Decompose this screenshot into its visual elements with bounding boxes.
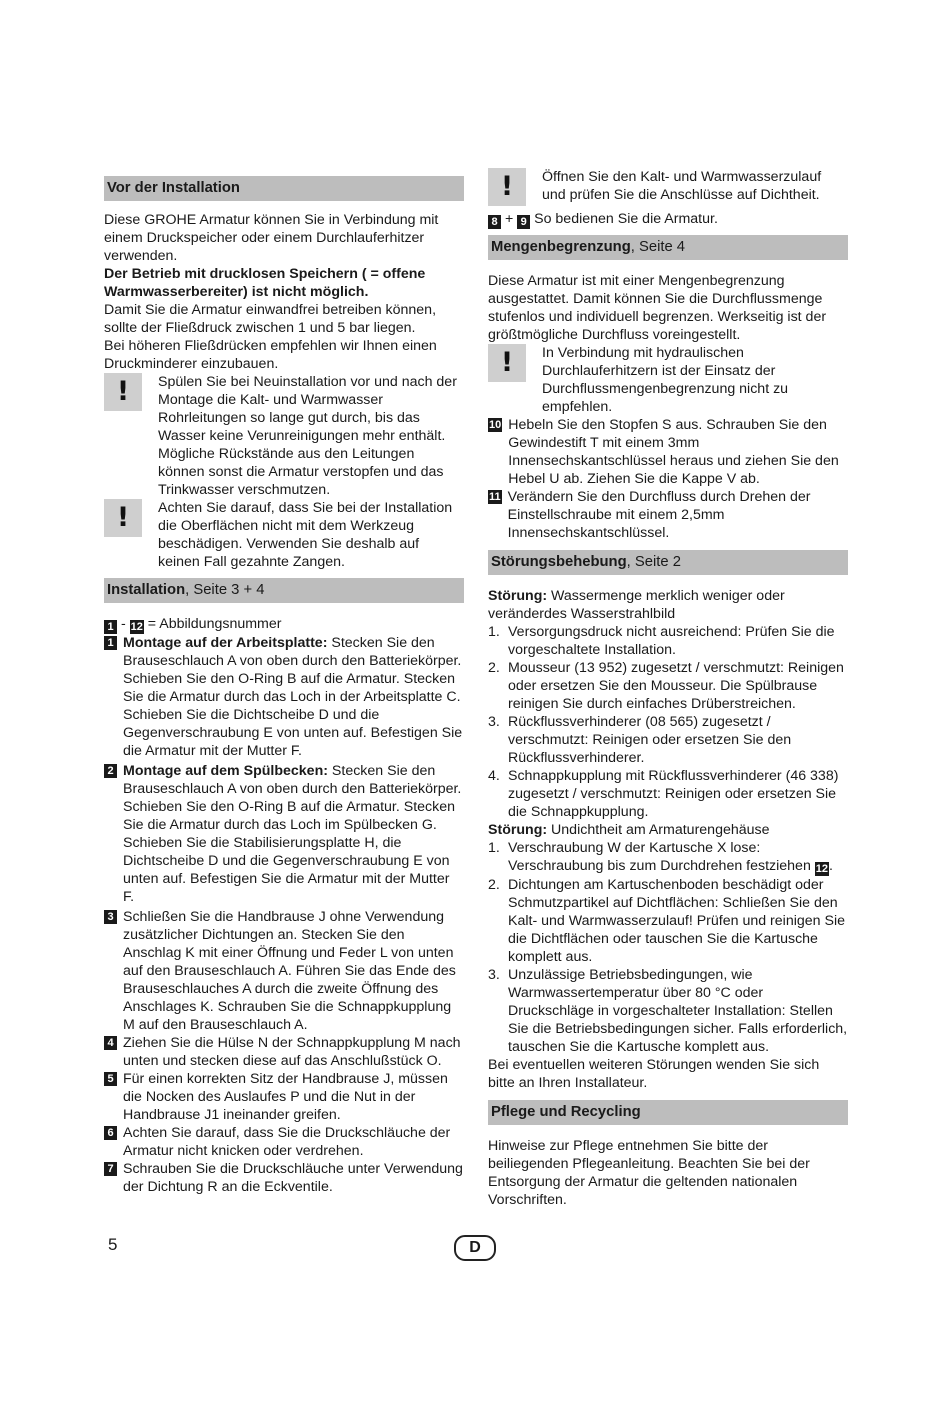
list-item: 3. Unzulässige Betriebsbedingungen, wie Warmwassertemperatur über 80 °C oder Druckschläge in vorgeschalteter Installation: Stellen Sie die Betriebsbedingungen sicher. Falls erforderlich, tauschen Sie die Kartusche komplett aus. bbox=[488, 967, 848, 1055]
list-item: 4. Schnappkupplung mit Rückflussverhinderer (46 338) zugesetzt / verschmutzt: Reinigen oder ersetzen Sie die Schnappkupplung. bbox=[488, 768, 839, 820]
list-item: 3. Rückflussverhinderer (08 565) zugesetzt / verschmutzt: Reinigen oder ersetzen Sie den Rückflussverhinderer. bbox=[488, 714, 792, 766]
paragraph-bold: Der Betrieb mit drucklosen Speichern ( = offene Warmwasserbereiter) ist nicht möglich. bbox=[104, 266, 426, 300]
warning-note bbox=[104, 499, 464, 571]
warning-note bbox=[104, 373, 464, 499]
left-column bbox=[104, 176, 464, 1196]
section-header-care: Pflege und Recycling bbox=[488, 1100, 848, 1125]
paragraph: Diese GROHE Armatur können Sie in Verbindung mit einem Druckspeicher oder einem Durchlauferhitzer verwenden. bbox=[104, 212, 439, 264]
list-item: 2. Mousseur (13 952) zugesetzt / verschmutzt: Reinigen oder ersetzen Sie den Mousseur. Die Spülbrause reinigen Sie durch einfaches Drüberstreichen. bbox=[488, 660, 844, 712]
step-badge: 2 bbox=[104, 764, 117, 778]
warning-text: In Verbindung mit hydraulischen Durchlauferhitzern ist der Einsatz der Durchflussmengenbegrenzung nicht zu empfehlen. bbox=[542, 345, 789, 415]
warning-text: Spülen Sie bei Neuinstallation vor und nach der Montage die Kalt- und Warmwasser Rohrleitungen so lange gut durch, bis das Wasser keine Verunreinigungen mehr enthält. Mögliche Rückstände aus den Leitungen können sonst die Armatur verstopfen und das Trinkwasser verschmutzen. bbox=[158, 374, 457, 498]
fault-title: Störung: Undichtheit am Armaturengehäuse bbox=[488, 822, 770, 838]
section-header-installation: Installation, Seite 3 + 4 bbox=[104, 578, 464, 603]
warning-text: Achten Sie darauf, dass Sie bei der Installation die Oberflächen nicht mit dem Werkzeug beschädigen. Verwenden Sie deshalb auf keinen Fall gezahnte Zangen. bbox=[158, 500, 453, 570]
install-step: 11 Verändern Sie den Durchfluss durch Drehen der Einstellschraube mit einem 2,5mm Innensechskantschlüssel. bbox=[489, 489, 811, 541]
install-step: 2 Montage auf dem Spülbecken: Stecken Sie den Brauseschlauch A von oben durch den Batteriekörper. Schieben Sie den O-Ring B auf die Armatur. Stecken Sie die Armatur durch das Loch im Spülbecken G. Schieben Sie die Stabilisierungsplatte H, die Dichtscheibe D und die Gegenverschraubung E von unten auf. Befestigen Sie die Armatur mit der Mutter F. bbox=[104, 762, 464, 906]
warning-text: Öffnen Sie den Kalt- und Warmwasserzulauf und prüfen Sie die Anschlüsse auf Dichtheit. bbox=[542, 169, 822, 203]
warning-note bbox=[488, 344, 848, 416]
paragraph: Damit Sie die Armatur einwandfrei betreiben können, sollte der Fließdruck zwischen 1 und 5 bar liegen. bbox=[104, 302, 437, 336]
section-header-troubleshooting: Störungsbehebung, Seite 2 bbox=[488, 550, 848, 575]
list-item: 1. Verschraubung W der Kartusche X lose: Verschraubung bis zum Durchdrehen festziehen 12. bbox=[488, 840, 833, 875]
warning-icon: ! bbox=[488, 344, 526, 382]
step-badge: 1 bbox=[104, 636, 117, 650]
section-header-flow-limit: Mengenbegrenzung, Seite 4 bbox=[488, 235, 848, 260]
step-badge: 7 bbox=[104, 1162, 117, 1176]
section-header-pre-install: Vor der Installation bbox=[104, 176, 464, 201]
step-badge: 11 bbox=[489, 491, 501, 503]
figure-number-badge: 12 bbox=[130, 621, 143, 633]
step-badge: 10 bbox=[489, 419, 502, 431]
warning-icon: ! bbox=[488, 168, 526, 206]
operation-line: 8 + 9 So bedienen Sie die Armatur. bbox=[488, 210, 848, 229]
step-badge: 4 bbox=[104, 1036, 117, 1050]
install-step: 10 Hebeln Sie den Stopfen S aus. Schrauben Sie den Gewindestift T mit einem 3mm Innensechskantschlüssel heraus und ziehen Sie den Hebel U ab. Ziehen Sie die Kappe V ab. bbox=[489, 417, 839, 487]
step-badge: 6 bbox=[104, 1126, 117, 1140]
paragraph: Bei höheren Fließdrücken empfehlen wir Ihnen einen Druckminderer einzubauen. bbox=[104, 338, 437, 372]
figure-number-badge: 9 bbox=[517, 215, 530, 229]
step-badge: 5 bbox=[104, 1072, 117, 1086]
install-step: 5 Für einen korrekten Sitz der Handbrause J, müssen die Nocken des Auslaufes P und die Nut in der Handbrause J1 ineinander greifen. bbox=[104, 1070, 464, 1124]
figure-number-badge: 1 bbox=[104, 620, 117, 634]
install-step: 4 Ziehen Sie die Hülse N der Schnappkupplung M nach unten und stecken diese auf das Anschlußstück O. bbox=[104, 1034, 464, 1070]
page-number: 5 bbox=[108, 1235, 118, 1254]
figure-number-badge: 8 bbox=[488, 215, 501, 229]
install-step: 6 Achten Sie darauf, dass Sie die Druckschläuche der Armatur nicht knicken oder verdrehen. bbox=[104, 1124, 464, 1160]
install-step: 7 Schrauben Sie die Druckschläuche unter Verwendung der Dichtung R an die Eckventile. bbox=[104, 1160, 464, 1196]
warning-icon: ! bbox=[104, 499, 142, 537]
list-item: 2. Dichtungen am Kartuschenboden beschädigt oder Schmutzpartikel auf Dichtflächen: Schließen Sie den Kalt- und Warmwasserzulauf! Prüfen und reinigen Sie die Dichtflächen oder tauschen Sie die Kartusche komplett aus. bbox=[488, 877, 845, 965]
paragraph: Diese Armatur ist mit einer Mengenbegrenzung ausgestattet. Damit können Sie die Durchflussmenge stufenlos und individuell begrenzen. Werkseitig ist der größtmögliche Durchfluss voreingestellt. bbox=[488, 273, 827, 343]
figure-range: 1 - 12 = Abbildungsnummer bbox=[104, 615, 464, 634]
fault-title: Störung: Wassermenge merklich weniger oder veränderdes Wasserstrahlbild bbox=[488, 588, 785, 622]
step-badge: 3 bbox=[104, 910, 117, 924]
warning-note bbox=[488, 168, 848, 206]
language-badge: D bbox=[454, 1235, 496, 1261]
paragraph: Hinweise zur Pflege entnehmen Sie bitte der beiliegenden Pflegeanleitung. Beachten Sie bei der Entsorgung der Armatur die geltenden nationalen Vorschriften. bbox=[488, 1138, 810, 1208]
figure-number-badge: 12 bbox=[815, 863, 829, 875]
install-step: 1 Montage auf der Arbeitsplatte: Stecken Sie den Brauseschlauch A von oben durch den Batteriekörper. Schieben Sie den O-Ring B auf die Armatur. Stecken Sie die Armatur durch das Loch in der Arbeitsplatte C. Schieben Sie die Dichtscheibe D und die Gegenverschraubung E von unten auf. Befestigen Sie die Armatur mit der Mutter F. bbox=[104, 634, 464, 760]
list-item: 1. Versorgungsdruck nicht ausreichend: Prüfen Sie die vorgeschaltete Installation. bbox=[488, 624, 835, 658]
install-step: 3 Schließen Sie die Handbrause J ohne Verwendung zusätzlicher Dichtungen an. Stecken Sie den Anschlag K mit einer Öffnung und Feder L von unten auf den Brauseschlauch A. Führen Sie das Ende des Brauseschlauches A durch die zweite Öffnung des Anschlages K. Schrauben Sie die Schnappkupplung M auf den Brauseschlauch A. bbox=[104, 908, 464, 1034]
right-column bbox=[488, 168, 848, 1209]
warning-icon: ! bbox=[104, 373, 142, 411]
paragraph: Bei eventuellen weiteren Störungen wenden Sie sich bitte an Ihren Installateur. bbox=[488, 1057, 820, 1091]
